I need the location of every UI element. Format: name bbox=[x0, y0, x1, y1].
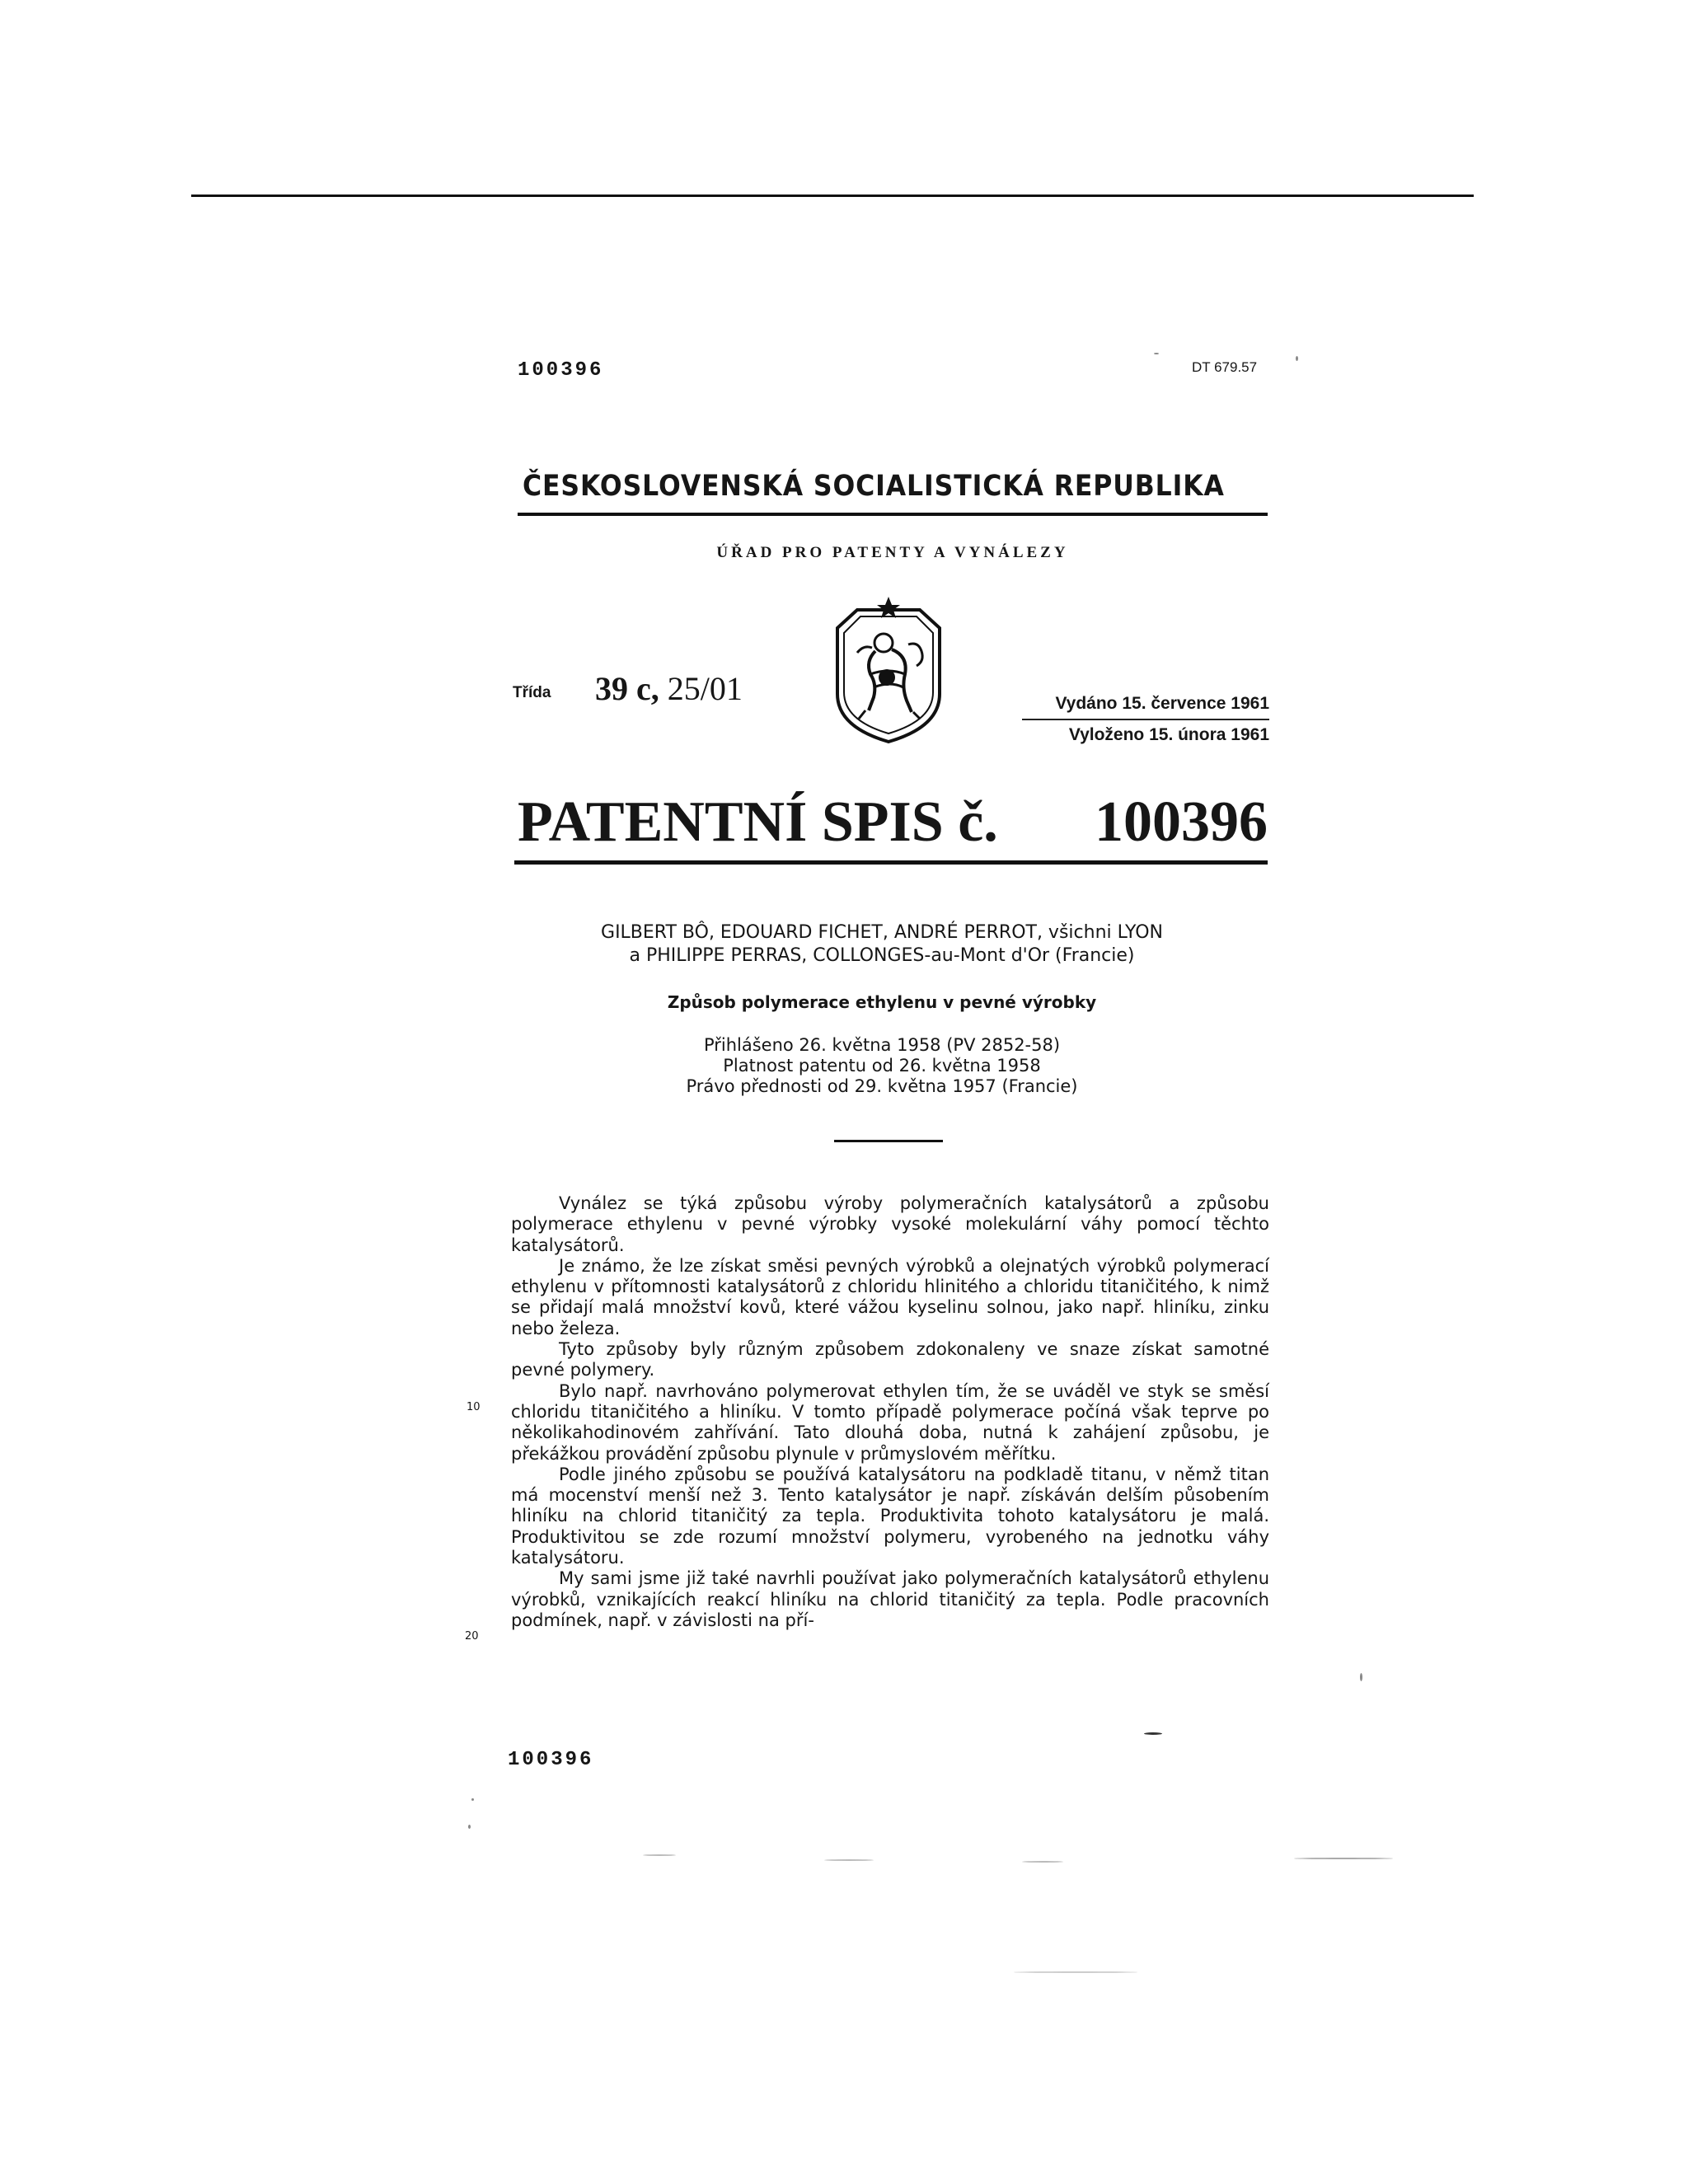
state-emblem-icon bbox=[832, 595, 945, 745]
scan-speck bbox=[1154, 353, 1159, 354]
scan-speck bbox=[1014, 1971, 1137, 1973]
line-number: 20 bbox=[465, 1630, 479, 1643]
scan-speck bbox=[824, 1859, 874, 1861]
class-label: Třída bbox=[513, 684, 551, 701]
scan-speck bbox=[643, 1854, 676, 1856]
scan-speck bbox=[1022, 1861, 1063, 1863]
section-divider bbox=[834, 1140, 943, 1142]
body-paragraph: Podle jiného způsobu se používá katalysátoru na podkladě titanu, v němž titan má mocenství menší než 3. Tento katalysátor je např. získáván delším působením hliníku na chlorid titaničitý za tepla. Produktivita tohoto katalysátoru je malá. Produktivitou se zde rozumí množství polymeru, vyrobeného na jednotku váhy katalysátoru. bbox=[511, 1464, 1269, 1568]
authors bbox=[511, 921, 1253, 968]
title-rule bbox=[514, 860, 1268, 865]
description-body bbox=[511, 1193, 1269, 1631]
body-paragraph: Je známo, že lze získat směsi pevných výrobků a olejnatých výrobků polymerací ethylenu v přítomnosti katalysátorů z chloridu hlinitého a chloridu titaničitého, k nimž se přidají malá množství kovů, které vážou kyselinu solnou, jako např. hliníku, zinku nebo železa. bbox=[511, 1255, 1269, 1338]
doc-number-bottom: 100396 bbox=[508, 1749, 594, 1771]
republic-heading: ČESKOSLOVENSKÁ SOCIALISTICKÁ REPUBLIKA bbox=[523, 470, 1225, 503]
validity-date: Platnost patentu od 26. května 1958 bbox=[723, 1056, 1041, 1076]
body-paragraph: My sami jsme již také navrhli používat jako polymeračních katalysátorů ethylenu výrobků, vznikajících reakcí hliníku na chlorid titaničitý za tepla. Podle pracovních podmínek, např. v závislosti na pří- bbox=[511, 1568, 1269, 1630]
filing-date: Přihlášeno 26. května 1958 (PV 2852-58) bbox=[703, 1035, 1061, 1055]
dt-reference: DT 679.57 bbox=[1192, 359, 1258, 375]
filing-details bbox=[511, 1035, 1253, 1097]
doc-number-top: 100396 bbox=[518, 359, 604, 382]
patent-title-prefix: PATENTNÍ SPIS č. bbox=[518, 790, 998, 854]
patent-office-name: ÚŘAD PRO PATENTY A VYNÁLEZY bbox=[716, 544, 1069, 561]
body-paragraph: Bylo např. navrhováno polymerovat ethylen tím, že se uváděl ve styk se směsí chloridu titaničitého a hliníku. V tomto případě polymerace počíná však teprve po několikahodinovém zahřívání. Tato dlouhá doba, nutná k zahájení způsobu, je překážkou provádění způsobu plynule v průmyslovém měřítku. bbox=[511, 1380, 1269, 1464]
author-line: a PHILIPPE PERRAS, COLLONGES-au-Mont d'Or (Francie) bbox=[629, 945, 1135, 966]
issued-date: Vydáno 15. července 1961 bbox=[1055, 694, 1269, 713]
scan-speck bbox=[1296, 356, 1298, 361]
dates-rule bbox=[1022, 719, 1269, 720]
laid-open-date: Vyloženo 15. února 1961 bbox=[1068, 725, 1269, 744]
scan-speck bbox=[471, 1798, 474, 1801]
scan-speck bbox=[1144, 1732, 1162, 1735]
class-value-main: 39 c, bbox=[595, 670, 659, 707]
priority-date: Právo přednosti od 29. května 1957 (Francie) bbox=[686, 1076, 1078, 1096]
patent-title bbox=[518, 790, 1268, 855]
author-line: GILBERT BÔ, EDOUARD FICHET, ANDRÉ PERROT, všichni LYON bbox=[601, 922, 1163, 943]
class-value-sub: 25/01 bbox=[659, 670, 743, 707]
republic-rule bbox=[518, 513, 1268, 516]
invention-title: Způsob polymerace ethylenu v pevné výrobky bbox=[667, 992, 1097, 1012]
top-rule bbox=[191, 194, 1474, 197]
scan-speck bbox=[468, 1825, 471, 1829]
line-number: 10 bbox=[467, 1401, 481, 1413]
class-value bbox=[595, 669, 743, 708]
scan-speck bbox=[1294, 1858, 1393, 1859]
scan-speck bbox=[1360, 1673, 1362, 1681]
body-paragraph: Tyto způsoby byly různým způsobem zdokonaleny ve snaze získat samotné pevné polymery. bbox=[511, 1339, 1269, 1380]
body-paragraph: Vynález se týká způsobu výroby polymeračních katalysátorů a způsobu polymerace ethylenu v pevné výrobky vysoké molekulární váhy pomocí těchto katalysátorů. bbox=[511, 1193, 1269, 1255]
patent-number: 100396 bbox=[1095, 790, 1268, 854]
